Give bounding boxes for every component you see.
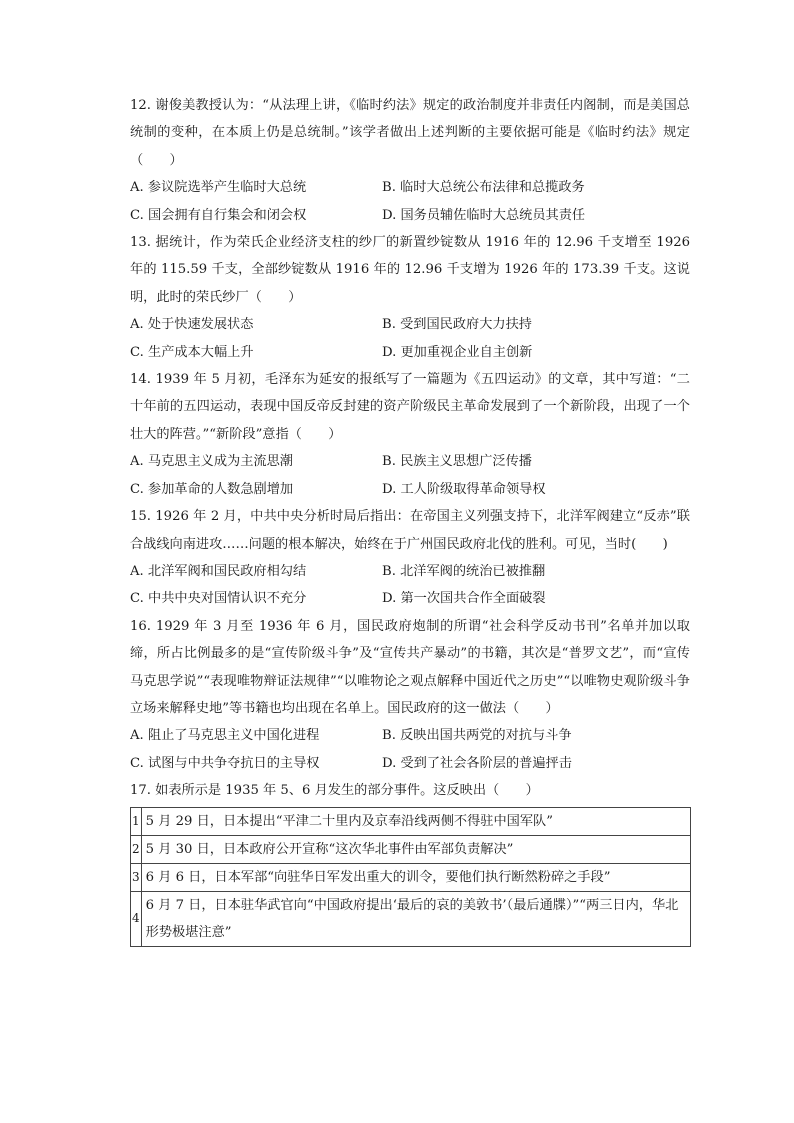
question-stem: 12. 谢俊美教授认为：“从法理上讲，《临时约法》规定的政治制度并非责任内阁制，而是美国总统制的变种，在本质上仍是总统制。”该学者做出上述判断的主要依据可能是《临时约法》规定（ ）: [130, 98, 690, 168]
table-row: [131, 835, 691, 863]
table-row: [131, 807, 691, 835]
option-b: B. 临时大总统公布法律和总揽政务: [382, 180, 585, 196]
option-c: C. 国会拥有自行集会和闭会权: [130, 207, 307, 223]
option-d: D. 国务员辅佐临时大总统员其责任: [382, 207, 586, 223]
option-d: D. 受到了社会各阶层的普遍抨击: [382, 755, 572, 771]
option-d: D. 工人阶级取得革命领导权: [382, 481, 546, 497]
row-number: 3: [131, 863, 142, 891]
option-a: A. 处于快速发展状态: [130, 317, 254, 333]
row-text: 6 月 6 日，日本军部“向驻华日军发出重大的训令，要他们执行断然粉碎之手段”: [141, 863, 690, 891]
question-stem: 16. 1929 年 3 月至 1936 年 6 月，国民政府炮制的所谓“社会科学反动书刊”名单并加以取缔，所占比例最多的是“宣传阶级斗争”及“宣传共产暴动”的书籍，其次是“普罗文艺”，而“宣传马克思学说”“表现唯物辩证法规律”“以唯物论之观点解释中国近代之历史”“以唯物史观阶级斗争立场来解释史地”等书籍也均出现在名单上。国民政府的这一做法（ ）: [130, 618, 690, 716]
events-table: [130, 807, 691, 947]
question-15: [130, 503, 690, 613]
option-b: B. 受到国民政府大力扶持: [382, 317, 532, 333]
option-a: A. 参议院选举产生临时大总统: [130, 180, 307, 196]
row-text: 5 月 30 日，日本政府公开宣称“这次华北事件由军部负责解决”: [141, 835, 690, 863]
option-b: B. 反映出国共两党的对抗与斗争: [382, 728, 572, 744]
option-grid: [130, 722, 690, 777]
question-stem: 17. 如表所示是 1935 年 5、6 月发生的部分事件。这反映出（ ）: [130, 783, 539, 799]
option-c: C. 参加革命的人数急剧增加: [130, 481, 294, 497]
option-a: A. 马克思主义成为主流思潮: [130, 454, 293, 470]
row-number: 4: [131, 891, 142, 946]
question-stem: 15. 1926 年 2 月，中共中央分析时局后指出：在帝国主义列强支持下，北洋军阀建立“反赤”联合战线向南进攻……问题的根本解决，始终在于广州国民政府北伐的胜利。可见，当时( ): [130, 509, 690, 552]
option-grid: [130, 558, 690, 613]
table-row: [131, 863, 691, 891]
option-c: C. 试图与中共争夺抗日的主导权: [130, 755, 320, 771]
question-17: [130, 777, 690, 946]
option-grid: [130, 448, 690, 503]
option-a: A. 阻止了马克思主义中国化进程: [130, 728, 320, 744]
option-d: D. 第一次国共合作全面破裂: [382, 591, 546, 607]
question-14: [130, 366, 690, 503]
row-number: 1: [131, 807, 142, 835]
question-stem: 13. 据统计，作为荣氏企业经济支柱的纱厂的新置纱锭数从 1916 年的 12.96 千支增至 1926 年的 115.59 千支，全部纱锭数从 1916 年的 12.96 千支增为 1926 年的 173.39 千支。这说明，此时的荣氏纱厂（ ）: [130, 235, 690, 305]
row-text: 5 月 29 日，日本提出“平津二十里内及京奉沿线两侧不得驻中国军队”: [141, 807, 690, 835]
option-d: D. 更加重视企业自主创新: [382, 344, 533, 360]
option-b: B. 民族主义思想广泛传播: [382, 454, 532, 470]
question-stem: 14. 1939 年 5 月初，毛泽东为延安的报纸写了一篇题为《五四运动》的文章，其中写道：“二十年前的五四运动，表现中国反帝反封建的资产阶级民主革命发展到了一个新阶段，出现了一个壮大的阵营。”“新阶段”意指（ ）: [130, 372, 690, 442]
option-b: B. 北洋军阀的统治已被推翻: [382, 563, 546, 579]
option-a: A. 北洋军阀和国民政府相勾结: [130, 563, 307, 579]
question-section: [130, 92, 690, 947]
question-13: [130, 229, 690, 366]
question-16: [130, 613, 690, 777]
table-row: [131, 891, 691, 946]
question-12: [130, 92, 690, 229]
option-grid: [130, 174, 690, 229]
option-c: C. 生产成本大幅上升: [130, 344, 254, 360]
option-c: C. 中共中央对国情认识不充分: [130, 591, 307, 607]
option-grid: [130, 311, 690, 366]
row-text: 6 月 7 日，日本驻华武官向“中国政府提出‘最后的哀的美敦书’（最后通牒）”“两三日内，华北形势极堪注意”: [141, 891, 690, 946]
row-number: 2: [131, 835, 142, 863]
